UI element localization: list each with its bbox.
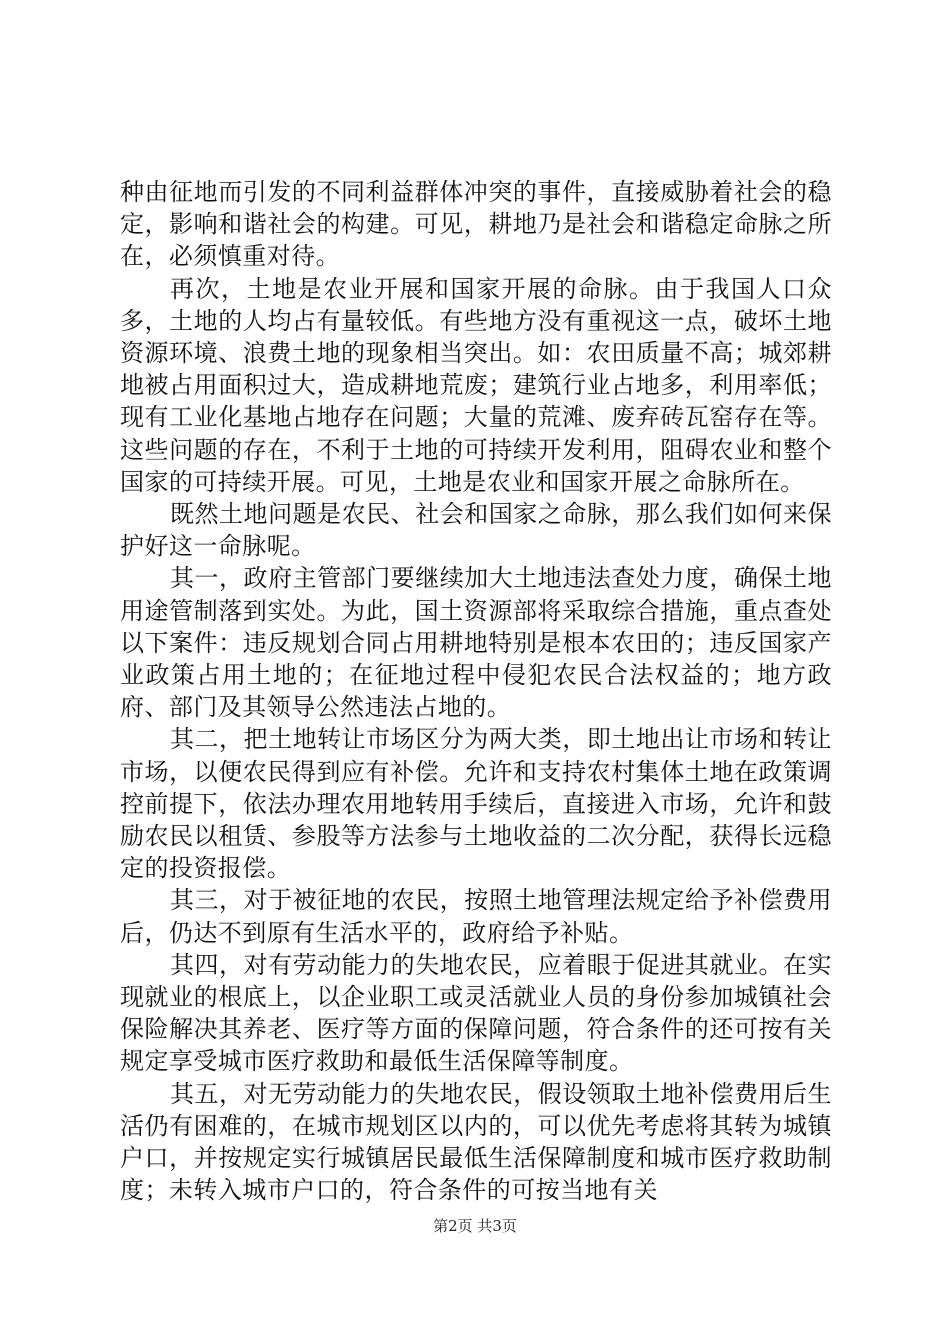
paragraph-4: 其一，政府主管部门要继续加大土地违法查处力度，确保土地用途管制落到实处。为此，国土资源部将采取综合措施，重点查处以下案件：违反规划合同占用耕地特别是根本农田的；违反国家产业政策占用土地的；在征地过程中侵犯农民合法权益的；地方政府、部门及其领导公然违法占地的。	[120, 564, 832, 722]
paragraph-6: 其三，对于被征地的农民，按照土地管理法规定给予补偿费用后，仍达不到原有生活水平的，政府给予补贴。	[120, 886, 832, 947]
paragraph-8: 其五，对无劳动能力的失地农民，假设领取土地补偿费用后生活仍有困难的，在城市规划区以内的，可以优先考虑将其转为城镇户口，并按规定实行城镇居民最低生活保障制度和城市医疗救助制度；未转入城市户口的，符合条件的可按当地有关	[120, 1079, 832, 1205]
paragraph-5: 其二，把土地转让市场区分为两大类，即土地出让市场和转让市场，以便农民得到应有补偿。允许和支持农村集体土地在政策调控前提下，依法办理农用地转用手续后，直接进入市场，允许和鼓励农民以租赁、参股等方法参与土地收益的二次分配，获得长远稳定的投资报偿。	[120, 725, 832, 883]
paragraph-2: 再次，土地是农业开展和国家开展的命脉。由于我国人口众多，土地的人均占有量较低。有些地方没有重视这一点，破坏土地资源环境、浪费土地的现象相当突出。如：农田质量不高；城郊耕地被占用面积过大，造成耕地荒废；建筑行业占地多，利用率低；现有工业化基地占地存在问题；大量的荒滩、废弃砖瓦窑存在等。这些问题的存在，不利于土地的可持续开发利用，阻碍农业和整个国家的可持续开展。可见，土地是农业和国家开展之命脉所在。	[120, 274, 832, 496]
paragraph-1: 种由征地而引发的不同利益群体冲突的事件，直接威胁着社会的稳定，影响和谐社会的构建。可见，耕地乃是社会和谐稳定命脉之所在，必须慎重对待。	[120, 178, 832, 271]
document-body	[120, 176, 832, 1207]
page-number-footer: 第2页 共3页	[433, 1217, 517, 1235]
paragraph-7: 其四，对有劳动能力的失地农民，应着眼于促进其就业。在实现就业的根底上，以企业职工或灵活就业人员的身份参加城镇社会保险解决其养老、医疗等方面的保障问题，符合条件的还可按有关规定享受城市医疗救助和最低生活保障等制度。	[120, 950, 832, 1076]
paragraph-3: 既然土地问题是农民、社会和国家之命脉，那么我们如何来保护好这一命脉呢。	[120, 500, 832, 561]
